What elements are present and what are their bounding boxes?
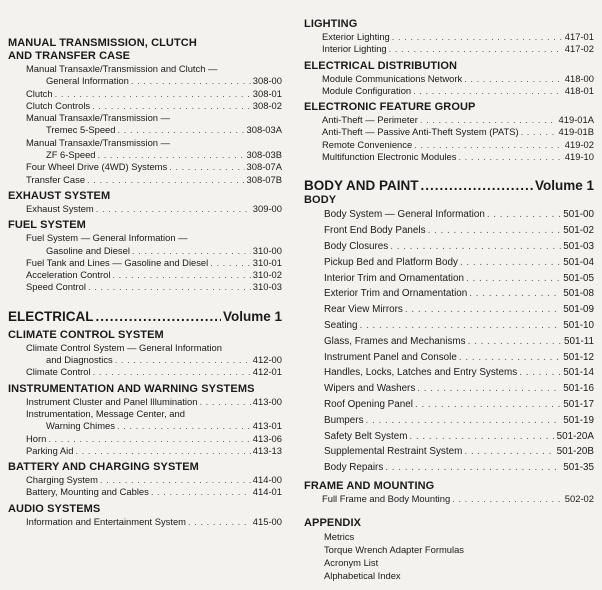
toc-entry-number: 413-01 <box>252 420 282 432</box>
toc-entry <box>304 239 594 255</box>
toc-entry-title: Roof Opening Panel <box>324 398 413 410</box>
toc-entry <box>8 174 282 186</box>
toc-entry-title: Supplemental Restraint System <box>324 446 463 458</box>
dot-leader <box>385 460 561 476</box>
toc-entry-title: Four Wheel Drive (4WD) Systems <box>26 161 168 173</box>
section-heading: EXHAUST SYSTEM <box>8 189 111 202</box>
toc-entry-number: 419-10 <box>564 151 594 163</box>
toc-entry-number: 501-14 <box>563 367 594 379</box>
toc-entry <box>8 486 282 498</box>
toc-section <box>304 60 594 98</box>
dot-leader <box>169 161 244 173</box>
toc-entry-title: Manual Transaxle/Transmission — <box>26 136 170 148</box>
section-heading: LIGHTING <box>304 18 358 30</box>
toc-entry <box>304 334 594 350</box>
toc-entry-title: Body Closures <box>324 240 389 252</box>
toc-entry-number: 415-00 <box>252 515 282 527</box>
toc-entry <box>304 286 594 302</box>
toc-entry-number: 418-01 <box>564 84 594 96</box>
toc-entry <box>8 161 282 173</box>
toc-entry <box>8 124 282 136</box>
dot-leader <box>469 286 561 302</box>
toc-entry <box>8 281 282 293</box>
toc-entry-number: 501-16 <box>563 383 594 395</box>
toc-entry <box>304 318 594 334</box>
toc-entry-title: Gasoline and Diesel <box>46 244 130 256</box>
toc-entry-title: Instrumentation, Message Center, and <box>26 407 185 419</box>
toc-entry-number: 310-00 <box>252 244 282 256</box>
toc-entry-title: Instrument Cluster and Panel Illumination <box>26 395 198 407</box>
section-heading: APPENDIX <box>304 517 362 530</box>
section-heading: FUEL SYSTEM <box>8 219 86 232</box>
toc-entry-number: 412-01 <box>252 366 282 378</box>
toc-entry-title: Horn <box>26 432 47 444</box>
toc-entry-number: 501-20A <box>556 430 594 442</box>
toc-entry <box>304 73 594 85</box>
toc-entry <box>304 365 594 381</box>
toc-entry <box>304 223 594 239</box>
toc-entry-title: Full Frame and Body Mounting <box>322 492 451 504</box>
toc-entry-number: 501-12 <box>563 351 594 363</box>
toc-entry <box>8 245 282 257</box>
toc-entry-number: 417-02 <box>564 43 594 55</box>
volume-title: BODY AND PAINT <box>304 178 419 194</box>
toc-entry-title: Speed Control <box>26 281 86 293</box>
toc-entry-title: Exterior Trim and Ornamentation <box>324 288 468 300</box>
toc-entry <box>8 396 282 408</box>
dot-leader <box>464 444 554 460</box>
dot-leader <box>417 381 561 397</box>
toc-entry <box>304 444 594 460</box>
toc-section <box>8 190 282 215</box>
toc-entry-title: Glass, Frames and Mechanisms <box>324 335 466 347</box>
toc-entry-title: Battery, Mounting and Cables <box>26 486 149 498</box>
toc-entry-number: 501-03 <box>563 240 594 252</box>
toc-entry <box>304 302 594 318</box>
dot-leader <box>521 126 557 138</box>
section-heading: ELECTRONIC FEATURE GROUP <box>304 101 476 114</box>
dot-leader <box>55 88 251 100</box>
toc-entry-number: 501-05 <box>563 272 594 284</box>
toc-entry-title: Front End Body Panels <box>324 225 426 237</box>
toc-entry-title: Instrument Panel and Console <box>324 351 457 363</box>
dot-leader <box>468 334 562 350</box>
dot-leader <box>98 149 245 161</box>
toc-entry-title: Module Communications Network <box>322 72 463 84</box>
toc-entry-title: Transfer Case <box>26 173 86 185</box>
dot-leader <box>428 223 562 239</box>
toc-section <box>8 37 282 186</box>
toc-entry <box>8 433 282 445</box>
dot-leader <box>409 429 554 445</box>
appendix-item: Acronym List <box>324 557 379 569</box>
section-heading: FRAME AND MOUNTING <box>304 479 435 492</box>
toc-section <box>8 329 282 379</box>
toc-entry <box>304 31 594 43</box>
toc-entry <box>304 493 594 505</box>
toc-entry-number: 502-02 <box>564 492 594 504</box>
dot-leader <box>96 309 221 325</box>
toc-right-column <box>304 0 594 582</box>
dot-leader <box>188 516 251 528</box>
toc-entry <box>304 429 594 445</box>
dot-leader <box>115 354 251 366</box>
section-heading: BODY <box>304 194 337 207</box>
toc-entry-number: 501-19 <box>563 414 594 426</box>
toc-entry-number: 413-00 <box>252 395 282 407</box>
volume-number: Volume 1 <box>222 308 282 324</box>
toc-entry-title: Module Configuration <box>322 84 412 96</box>
dot-leader <box>415 397 561 413</box>
appendix-item: Alphabetical Index <box>324 570 401 582</box>
toc-entry <box>304 151 594 163</box>
toc-entry-title: Interior Lighting <box>322 43 387 55</box>
toc-entry <box>304 207 594 223</box>
volume-heading <box>304 178 594 194</box>
toc-entry-title: Anti-Theft — Passive Anti-Theft System (PATS) <box>322 126 519 138</box>
dot-leader <box>459 350 561 366</box>
toc-entry <box>304 114 594 126</box>
toc-section <box>8 219 282 293</box>
dot-leader <box>466 271 561 287</box>
section-heading: INSTRUMENTATION AND WARNING SYSTEMS <box>8 382 255 395</box>
toc-entry <box>8 88 282 100</box>
toc-entry-number: 501-17 <box>563 398 594 410</box>
toc-section <box>304 194 594 476</box>
toc-entry-title: Acceleration Control <box>26 269 111 281</box>
section-heading: ELECTRICAL DISTRIBUTION <box>304 59 458 72</box>
toc-entry <box>8 257 282 269</box>
appendix-item: Torque Wrench Adapter Formulas <box>324 544 464 556</box>
section-heading: MANUAL TRANSMISSION, CLUTCH <box>8 37 197 49</box>
toc-entry-title: Body Repairs <box>324 462 384 474</box>
section-heading: CLIMATE CONTROL SYSTEM <box>8 328 164 341</box>
dot-leader <box>93 366 251 378</box>
toc-entry <box>304 350 594 366</box>
toc-entry <box>304 43 594 55</box>
dot-leader <box>421 178 533 194</box>
toc-section <box>8 383 282 457</box>
toc-entry <box>8 100 282 112</box>
dot-leader <box>199 396 250 408</box>
toc-entry-number: 419-02 <box>564 138 594 150</box>
toc-entry-number: 309-00 <box>252 202 282 214</box>
toc-entry <box>8 474 282 486</box>
toc-entry-number: 501-10 <box>563 319 594 331</box>
dot-leader <box>392 31 563 43</box>
toc-entry-title: Remote Convenience <box>322 138 413 150</box>
dot-leader <box>96 203 251 215</box>
toc-entry <box>304 397 594 413</box>
toc-entry-title: Tremec 5-Speed <box>46 124 116 136</box>
toc-entry-title: Parking Aid <box>26 444 74 456</box>
volume-number: Volume 1 <box>534 178 594 194</box>
toc-entry-number: 419-01A <box>558 114 594 126</box>
volume-heading <box>8 309 282 325</box>
toc-entry-title: and Diagnostics <box>46 354 113 366</box>
toc-entry <box>8 420 282 432</box>
toc-entry-title: Bumpers <box>324 414 364 426</box>
dot-leader <box>389 43 563 55</box>
dot-leader <box>92 100 251 112</box>
toc-entry <box>8 366 282 378</box>
left-content <box>8 0 282 528</box>
toc-entry-number: 419-01B <box>558 126 594 138</box>
toc-entry <box>304 126 594 138</box>
toc-entry-number: 308-03A <box>246 124 282 136</box>
toc-entry-title: Exterior Lighting <box>322 31 390 42</box>
toc-entry-title: Exhaust System <box>26 202 94 214</box>
toc-entry-number: 308-01 <box>252 87 282 99</box>
toc-entry-title: Rear View Mirrors <box>324 304 403 316</box>
section-heading: AUDIO SYSTEMS <box>8 502 101 515</box>
toc-entry <box>304 139 594 151</box>
dot-leader <box>112 269 250 281</box>
toc-entry <box>304 85 594 97</box>
toc-entry-number: 418-00 <box>564 72 594 84</box>
toc-entry-number: 412-00 <box>252 354 282 366</box>
toc-entry-number: 501-09 <box>563 304 594 316</box>
dot-leader <box>210 257 251 269</box>
section-heading: BATTERY AND CHARGING SYSTEM <box>8 461 199 474</box>
toc-entry-title: Climate Control <box>26 366 91 378</box>
toc-entry <box>8 354 282 366</box>
toc-entry <box>8 75 282 87</box>
toc-entry <box>8 269 282 281</box>
toc-entry-number: 501-04 <box>563 256 594 268</box>
toc-entry-title: Clutch Controls <box>26 99 91 111</box>
toc-entry-title: Fuel System — General Information — <box>26 232 188 244</box>
toc-entry <box>304 460 594 476</box>
dot-leader <box>100 474 251 486</box>
toc-entry-number: 308-07B <box>246 173 282 185</box>
toc-section <box>304 18 594 56</box>
dot-leader <box>117 420 251 432</box>
dot-leader <box>390 239 561 255</box>
dot-leader <box>75 445 250 457</box>
dot-leader <box>458 151 562 163</box>
appendix-item: Metrics <box>324 531 355 543</box>
toc-entry-title: Handles, Locks, Latches and Entry Systems <box>324 367 518 379</box>
dot-leader <box>487 207 561 223</box>
toc-entry-number: 310-02 <box>252 269 282 281</box>
toc-section <box>304 101 594 163</box>
toc-entry <box>8 445 282 457</box>
dot-leader <box>48 433 250 445</box>
toc-entry-number: 414-00 <box>252 474 282 486</box>
dot-leader <box>131 75 251 87</box>
dot-leader <box>413 85 563 97</box>
dot-leader <box>405 302 561 318</box>
toc-entry-number: 417-01 <box>564 31 594 42</box>
toc-entry-number: 310-03 <box>252 281 282 293</box>
toc-left-column <box>8 0 282 528</box>
toc-entry-title: Safety Belt System <box>324 430 408 442</box>
dot-leader <box>117 124 244 136</box>
dot-leader <box>464 73 563 85</box>
toc-entry <box>304 381 594 397</box>
toc-entry <box>304 413 594 429</box>
section-heading: AND TRANSFER CASE <box>8 50 131 62</box>
dot-leader <box>420 114 557 126</box>
toc-entry-number: 501-00 <box>563 209 594 221</box>
dot-leader <box>360 318 562 334</box>
dot-leader <box>88 281 251 293</box>
toc-entry-title: General Information <box>46 75 129 87</box>
dot-leader <box>414 139 563 151</box>
toc-entry-title: Wipers and Washers <box>324 383 416 395</box>
toc-section <box>8 461 282 499</box>
toc-entry-title: Seating <box>324 319 358 331</box>
toc-entry-number: 501-08 <box>563 288 594 300</box>
appendix-section <box>304 517 594 582</box>
toc-entry-title: Climate Control System — General Information <box>26 341 222 353</box>
toc-entry-title: Anti-Theft — Perimeter <box>322 114 418 126</box>
toc-entry-title: ZF 6-Speed <box>46 149 96 161</box>
dot-leader <box>87 174 245 186</box>
toc-entry-number: 501-35 <box>563 462 594 474</box>
toc-entry-title: Clutch <box>26 87 53 99</box>
dot-leader <box>366 413 562 429</box>
dot-leader <box>132 245 251 257</box>
toc-entry-title: Interior Trim and Ornamentation <box>324 272 464 284</box>
toc-entry-title: Pickup Bed and Platform Body <box>324 256 458 268</box>
dot-leader <box>151 486 251 498</box>
toc-entry-number: 414-01 <box>252 486 282 498</box>
toc-entry-title: Multifunction Electronic Modules <box>322 151 457 163</box>
toc-entry-number: 413-13 <box>252 444 282 456</box>
toc-entry-title: Manual Transaxle/Transmission — <box>26 112 170 124</box>
toc-entry-title: Information and Entertainment System <box>26 515 186 527</box>
right-content <box>304 0 594 582</box>
toc-entry-number: 501-02 <box>563 225 594 237</box>
volume-title: ELECTRICAL <box>8 308 94 324</box>
toc-entry-number: 413-06 <box>252 432 282 444</box>
toc-entry-number: 308-02 <box>252 99 282 111</box>
dot-leader <box>460 255 561 271</box>
toc-entry-number: 308-07A <box>246 161 282 173</box>
toc-entry <box>304 255 594 271</box>
toc-entry-number: 310-01 <box>252 256 282 268</box>
toc-section <box>8 503 282 528</box>
toc-entry-number: 501-20B <box>556 446 594 458</box>
toc-entry <box>8 149 282 161</box>
toc-entry-number: 308-03B <box>246 149 282 161</box>
toc-entry-number: 308-00 <box>252 75 282 87</box>
dot-leader <box>519 365 561 381</box>
toc-section <box>304 480 594 505</box>
toc-entry-title: Body System — General Information <box>324 209 485 221</box>
dot-leader <box>452 493 563 505</box>
toc-entry <box>8 516 282 528</box>
toc-entry <box>304 271 594 287</box>
toc-entry-title: Fuel Tank and Lines — Gasoline and Diesel <box>26 256 209 268</box>
toc-entry-title: Charging System <box>26 474 98 486</box>
toc-entry-number: 501-11 <box>563 335 594 347</box>
toc-entry <box>8 203 282 215</box>
toc-entry-title: Manual Transaxle/Transmission and Clutch — <box>26 63 218 74</box>
toc-entry-title: Warning Chimes <box>46 420 115 432</box>
